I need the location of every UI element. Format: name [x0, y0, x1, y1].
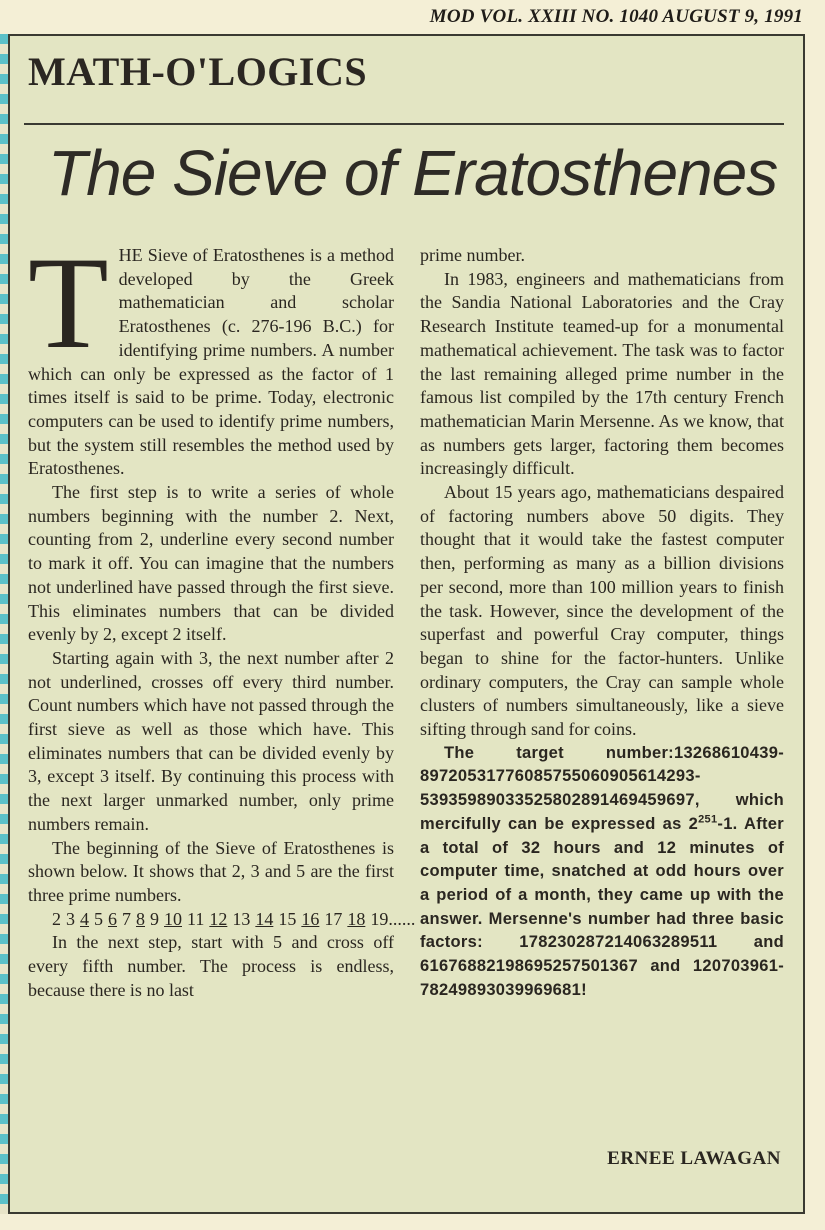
drop-cap: T — [28, 229, 109, 376]
seq-number: 15 — [278, 908, 297, 929]
byline: ERNEE LAWAGAN — [607, 1148, 781, 1169]
rule — [24, 123, 784, 125]
left-column — [28, 229, 416, 1003]
paragraph: In the next step, start with 5 and cross off every fifth number. The process is endless, because there is no last — [28, 932, 394, 1000]
masthead: MOD VOL. XXIII NO. 1040 AUGUST 9, 1991 — [429, 6, 803, 27]
paragraph-text: -1. After a total of 32 hours and 12 minutes of computer time, snatched at odd hours over a period of a month, they came up with the answer. Mersenne's number had three basic factors: 178230287214063289511 and 61676882198695257501367 and 120703961-78249893039969681! — [420, 814, 784, 999]
seq-number: 14 — [255, 908, 274, 929]
seq-number: 7 — [122, 908, 131, 929]
sieve-sequence — [28, 908, 416, 932]
seq-number: 17 — [324, 908, 343, 929]
paragraph: The first step is to write a series of whole numbers beginning with the number 2. Next, counting from 2, underline every second number to mark it off. You can imagine that the numbers not underlined have passed through the first sieve. This eliminates numbers that can be divided evenly by 2, except 2 itself. — [28, 482, 394, 645]
paragraph-text: HE Sieve of Eratosthenes is a method developed by the Greek mathematician and scholar Eratosthenes (c. 276-196 B.C.) for identifying prime numbers. A number which can only be expressed as the factor of 1 times itself is said to be prime. Today, electronic computers can be used to identify prime numbers, but the system still resembles the method used by Eratosthenes. — [28, 245, 394, 479]
seq-number: 3 — [66, 908, 75, 929]
section-heading: MATH-O'LOGICS — [28, 49, 368, 94]
seq-number: 8 — [136, 908, 145, 929]
article-title: The Sieve of Eratosthenes — [48, 137, 778, 209]
paragraph: In 1983, engineers and mathematicians from the Sandia National Laboratories and the Cray Research Institute teamed-up for a monumental mathematical achievement. The task was to factor the last remaining alleged prime number in the famous list compiled by the 17th century French mathematician Marin Mersenne. As we know, that as numbers gets larger, factoring them becomes increasingly difficult. — [420, 268, 784, 479]
paragraph: About 15 years ago, mathematicians despaired of factoring numbers above 50 digits. They thought that it would take the fastest computer then, performing as many as a billion divisions per second, more than 100 million years to finish the task. However, since the development of the superfast and powerful Cray computer, things began to shine for the factor-hunters. Unlike ordinary computers, the Cray can sample whole clusters of numbers simultaneously, like a sieve sifting through sand for coins. — [420, 482, 784, 740]
seq-number: 6 — [108, 908, 117, 929]
paragraph: The beginning of the Sieve of Eratosthenes is shown below. It shows that 2, 3 and 5 are the first three prime numbers. — [28, 837, 394, 905]
seq-number: 12 — [209, 908, 228, 929]
seq-number: 9 — [150, 908, 159, 929]
exponent: 251 — [698, 813, 718, 826]
paragraph: Starting again with 3, the next number after 2 not underlined, crosses off every third number. Count numbers which have not passed through the first sieve as well as those which have. This eliminates numbers that can be divided evenly by 3, except 3 itself. By continuing this process with the next larger unmarked number, only prime numbers remain. — [28, 647, 394, 834]
paragraph: prime number. — [420, 245, 525, 265]
paragraph — [420, 742, 784, 1003]
seq-number: 2 — [52, 908, 61, 929]
seq-number: 13 — [232, 908, 251, 929]
seq-number: 5 — [94, 908, 103, 929]
paragraph — [28, 229, 394, 481]
seq-number: 4 — [80, 908, 89, 929]
seq-number: 16 — [301, 908, 320, 929]
right-column — [420, 244, 784, 1003]
paragraph-text: The target number:13268610439-89720531776085755060905614293-53935989033525802891469459697, which mercifully can be expressed as 2 — [420, 743, 784, 833]
seq-number: 19...... — [370, 908, 416, 929]
seq-number: 18 — [347, 908, 366, 929]
seq-number: 10 — [164, 908, 182, 929]
seq-number: 11 — [187, 908, 205, 929]
